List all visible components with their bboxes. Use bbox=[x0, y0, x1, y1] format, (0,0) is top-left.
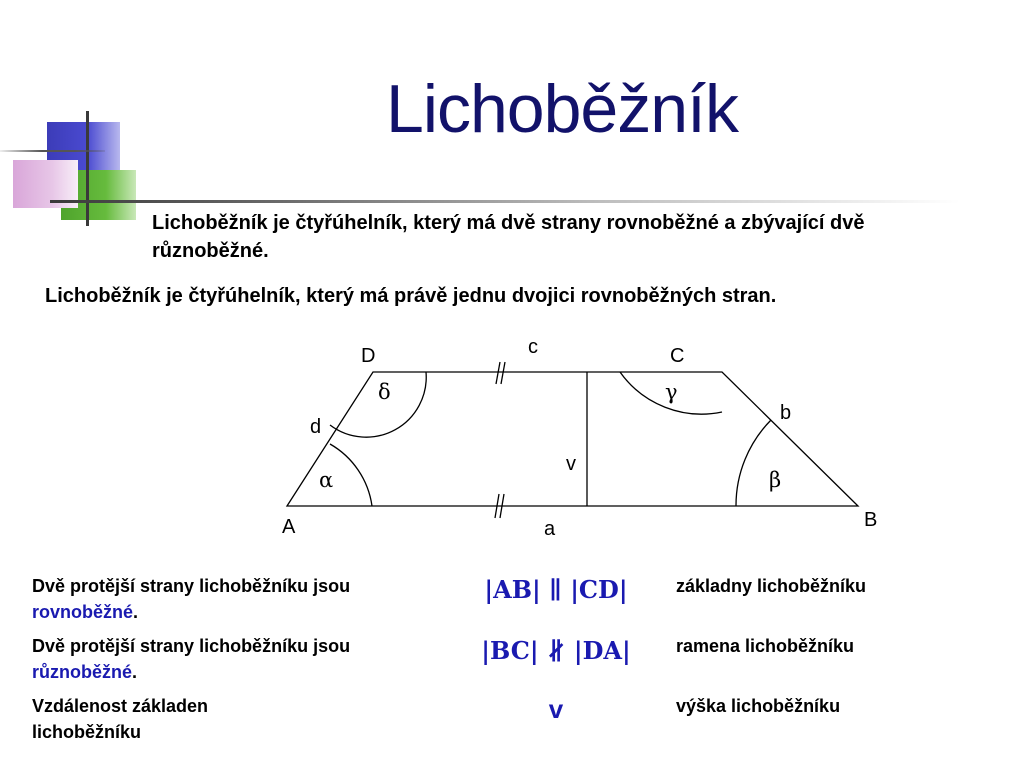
vertex-label-A: A bbox=[282, 516, 296, 538]
definition-second: Lichoběžník je čtyřúhelník, který má právě jednu dvojici rovnoběžných stran. bbox=[45, 285, 777, 307]
angle-label-beta: β bbox=[769, 468, 782, 492]
row-1-text: Dvě protější strany lichoběžníku jsou bbox=[32, 576, 351, 596]
definition-first: Lichoběžník je čtyřúhelník, který má dvě strany rovnoběžné a zbývající dvě různoběžné. bbox=[152, 212, 865, 262]
slide-title: Lichoběžník bbox=[386, 71, 738, 147]
vertex-label-B: B bbox=[864, 509, 878, 531]
row-2-term: ramena lichoběžníku bbox=[676, 636, 855, 656]
angle-arc-beta bbox=[736, 420, 771, 506]
row-3-symbol: v bbox=[548, 694, 564, 724]
vertex-label-D: D bbox=[361, 345, 376, 367]
row-2-suffix: . bbox=[132, 662, 138, 682]
row-2-text: Dvě protější strany lichoběžníku jsou bbox=[32, 636, 351, 656]
row-3-term: výška lichoběžníku bbox=[676, 696, 841, 716]
side-label-d: d bbox=[310, 416, 322, 438]
angle-arc-alpha bbox=[330, 444, 372, 506]
row-1-term: základny lichoběžníku bbox=[676, 576, 867, 596]
side-label-c: c bbox=[528, 336, 538, 358]
angle-label-delta: δ bbox=[378, 380, 391, 404]
row-2-symbol: |BC| ∦ |DA| bbox=[481, 636, 631, 665]
parallel-mark-top-1 bbox=[496, 362, 500, 384]
row-1-description bbox=[32, 573, 452, 625]
row-2-highlight: různoběžné bbox=[32, 662, 133, 682]
vertex-label-C: C bbox=[670, 345, 685, 367]
row-1-symbol: |AB| ∥ |CD| bbox=[484, 575, 628, 604]
side-label-a: a bbox=[544, 518, 556, 540]
parallel-mark-top-2 bbox=[501, 362, 505, 384]
row-1-suffix: . bbox=[133, 602, 139, 622]
height-label-v: v bbox=[566, 453, 576, 475]
row-3-description: Vzdálenost základen lichoběžníku bbox=[32, 696, 209, 742]
angle-label-alpha: α bbox=[319, 468, 334, 492]
angle-label-gamma: γ bbox=[665, 380, 678, 404]
row-1-highlight: rovnoběžné bbox=[32, 602, 134, 622]
side-label-b: b bbox=[780, 402, 792, 424]
row-2-description bbox=[32, 633, 452, 685]
